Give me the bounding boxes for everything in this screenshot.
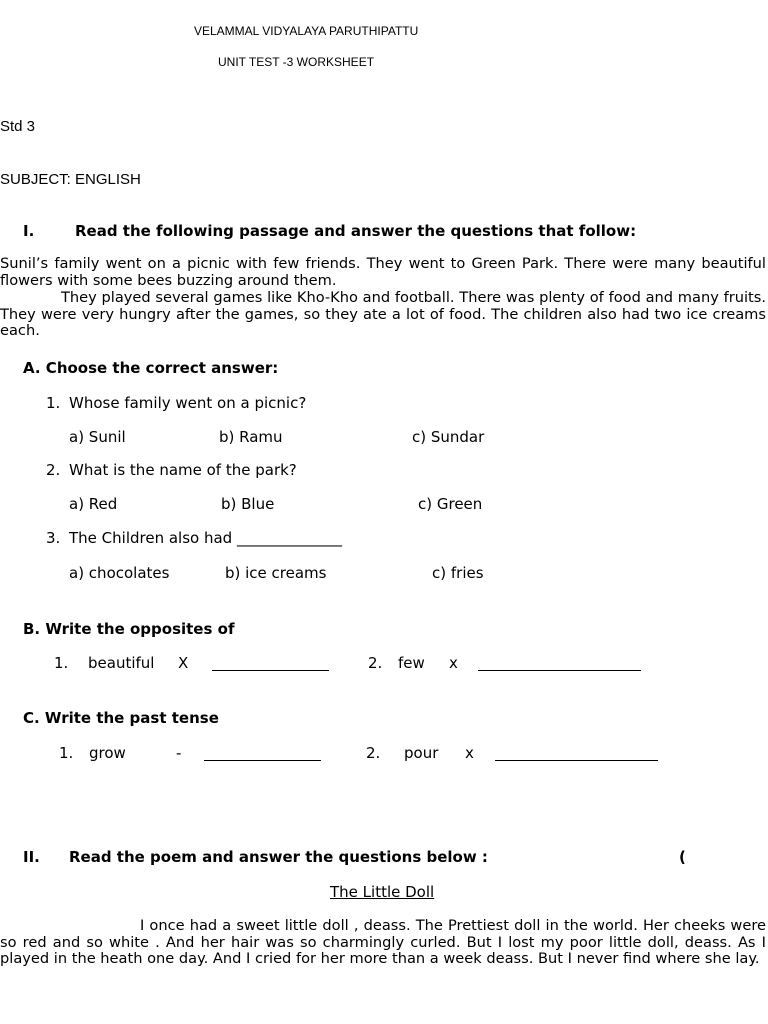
section-2-trailing-paren: ( xyxy=(679,848,686,866)
past-tense-2-answer-blank[interactable] xyxy=(495,746,658,761)
section-1-numeral: I. xyxy=(23,222,35,240)
poem-text: I once had a sweet little doll , deass. The Prettiest doll in the world. Her cheeks were so red and so white . And her hair was so charmingly curled. But I lost my poor little doll, deass. As I played in the heath one day. And I cried for her more than a week deass. But I never find where she lay. xyxy=(0,917,766,968)
subject-label: SUBJECT: ENGLISH xyxy=(0,171,141,188)
part-a-heading: A. Choose the correct answer: xyxy=(23,359,279,377)
section-2-numeral: II. xyxy=(23,848,40,866)
past-tense-1-answer-blank[interactable] xyxy=(204,746,321,761)
std-label: Std 3 xyxy=(0,118,36,135)
school-name: VELAMMAL VIDYALAYA PARUTHIPATTU xyxy=(194,24,419,38)
past-tense-1-number: 1. xyxy=(59,744,74,762)
question-2-option-c: c) Green xyxy=(418,495,483,513)
passage-paragraph-1: Sunil’s family went on a picnic with few friends. They went to Green Park. There were many beautiful flowers with some bees buzzing around them. xyxy=(0,255,766,289)
question-1-option-b: b) Ramu xyxy=(219,428,283,446)
past-tense-2-sign: x xyxy=(465,744,474,762)
opposite-1-sign: X xyxy=(178,654,189,672)
question-3-number: 3. xyxy=(46,529,61,547)
part-b-heading: B. Write the opposites of xyxy=(23,620,235,638)
question-3-option-c: c) fries xyxy=(432,564,484,582)
question-2-text: What is the name of the park? xyxy=(69,461,297,479)
poem-title: The Little Doll xyxy=(330,883,435,901)
opposite-2-answer-blank[interactable] xyxy=(478,656,641,671)
section-1-heading: Read the following passage and answer the questions that follow: xyxy=(75,222,637,240)
question-2-number: 2. xyxy=(46,461,61,479)
past-tense-1-word: grow xyxy=(89,744,126,762)
question-3-text: The Children also had ______________ xyxy=(69,529,342,547)
opposite-1-word: beautiful xyxy=(88,654,155,672)
question-3-option-a: a) chocolates xyxy=(69,564,170,582)
question-1-option-a: a) Sunil xyxy=(69,428,126,446)
opposite-1-number: 1. xyxy=(54,654,69,672)
opposite-2-number: 2. xyxy=(368,654,383,672)
worksheet-title: UNIT TEST -3 WORKSHEET xyxy=(218,55,375,69)
question-1-number: 1. xyxy=(46,394,61,412)
question-3-option-b: b) ice creams xyxy=(225,564,327,582)
opposite-1-answer-blank[interactable] xyxy=(212,656,329,671)
part-c-heading: C. Write the past tense xyxy=(23,709,219,727)
past-tense-1-sign: - xyxy=(176,744,182,762)
question-1-text: Whose family went on a picnic? xyxy=(69,394,307,412)
opposite-2-sign: x xyxy=(449,654,458,672)
question-2-option-a: a) Red xyxy=(69,495,118,513)
section-2-heading: Read the poem and answer the questions below : xyxy=(69,848,488,866)
question-2-option-b: b) Blue xyxy=(221,495,275,513)
passage-paragraph-2: They played several games like Kho-Kho and football. There was plenty of food and many fruits. They were very hungry after the games, so they ate a lot of food. The children also had two ice creams each. xyxy=(0,289,766,340)
opposite-2-word: few xyxy=(398,654,425,672)
question-1-option-c: c) Sundar xyxy=(412,428,485,446)
past-tense-2-number: 2. xyxy=(366,744,381,762)
past-tense-2-word: pour xyxy=(404,744,439,762)
